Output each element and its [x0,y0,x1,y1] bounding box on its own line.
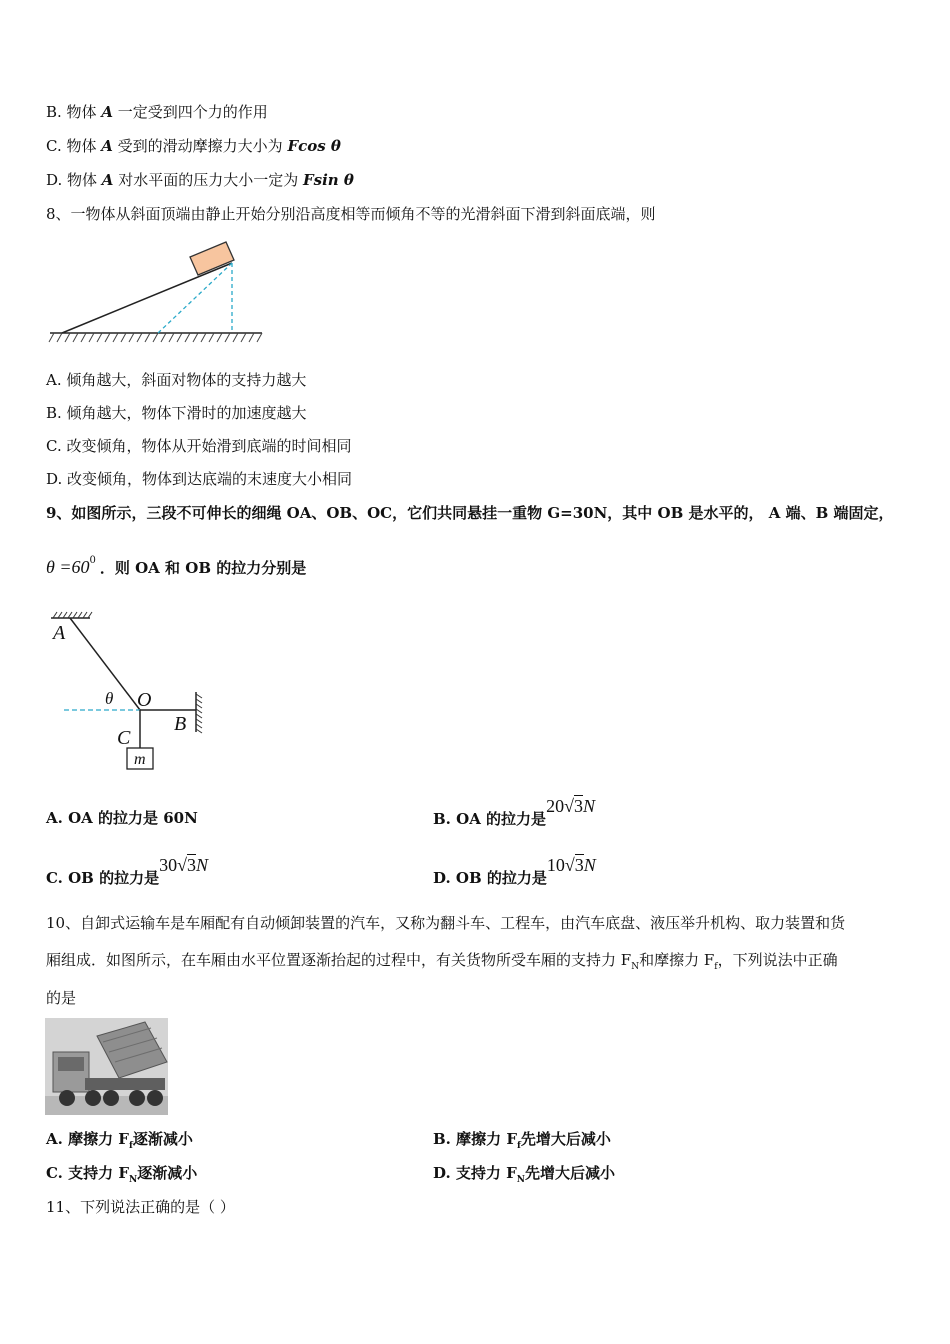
label-b: B [174,713,187,735]
sliding-block [190,242,234,275]
q10-stem-line2: 厢组成．如图所示，在车厢由水平位置逐渐抬起的过程中，有关货物所受车厢的支持力 $F_N$和摩擦力 $F_f$，下列说法中正确 [46,951,838,972]
ceiling-hatch [53,612,92,618]
q8-option-b: B. 倾角越大，物体下滑时的加速度越大 [46,404,307,422]
q9-stem: 9、如图所示，三段不可伸长的细绳 OA、OB、OC，它们共同悬挂一重物 G=30N，其中 OB 是水平的， A 端、B 端固定， [46,504,894,522]
q9-option-c: C. OB 的拉力是30√3N [46,855,208,887]
q10-option-a: A. 摩擦力 $F_f$逐渐减小 [46,1130,193,1151]
q9-option-b: B. OA 的拉力是20√3N [433,796,595,828]
q8-option-d: D. 改变倾角，物体到达底端的末速度大小相同 [46,470,353,488]
wall-hatch [196,694,202,733]
q11-stem: 11、下列说法正确的是（ ） [46,1198,235,1216]
incline-figure [48,236,268,348]
q7-option-b: B. 物体 A 一定受到四个力的作用 [46,103,268,121]
rope-figure [48,608,218,778]
label-o: O [137,689,152,711]
q10-stem-line3: 的是 [46,989,77,1007]
q9-option-d: D. OB 的拉力是10√3N [433,855,596,887]
q7-option-d: D. 物体 A 对水平面的压力大小一定为 Fsin θ [46,171,354,189]
q10-stem-line1: 10、自卸式运输车是车厢配有自动倾卸装置的汽车，又称为翻斗车、工程车，由汽车底盘、液压举升机构、取力装置和货 [46,914,846,932]
dump-truck-photo [45,1018,168,1115]
label-c: C [117,727,131,749]
theta-equation: θ =60 [46,557,90,577]
ground-hatch [49,333,262,342]
q10-option-d: D. 支持力 $F_N$先增大后减小 [433,1164,616,1185]
q8-option-a: A. 倾角越大，斜面对物体的支持力越大 [46,371,307,389]
label-theta: θ [105,689,114,708]
incline-surface [62,263,232,333]
steep-incline-dashed [158,263,232,333]
q8-option-c: C. 改变倾角，物体从开始滑到底端的时间相同 [46,437,352,455]
label-m: m [134,751,146,768]
q9-option-a: A. OA 的拉力是 60N [46,809,198,827]
q9-stem-2: $\theta =60^0$ ．则 OA 和 OB 的拉力分别是 [46,555,307,577]
q7-option-c: C. 物体 A 受到的滑动摩擦力大小为 Fcos θ [46,137,341,155]
q10-option-b: B. 摩擦力 $F_f$先增大后减小 [433,1130,611,1151]
label-a: A [53,622,66,644]
q8-stem: 8、一物体从斜面顶端由静止开始分别沿高度相等而倾角不等的光滑斜面下滑到斜面底端，则 [46,205,656,223]
q10-option-c: C. 支持力 $F_N$逐渐减小 [46,1164,198,1185]
